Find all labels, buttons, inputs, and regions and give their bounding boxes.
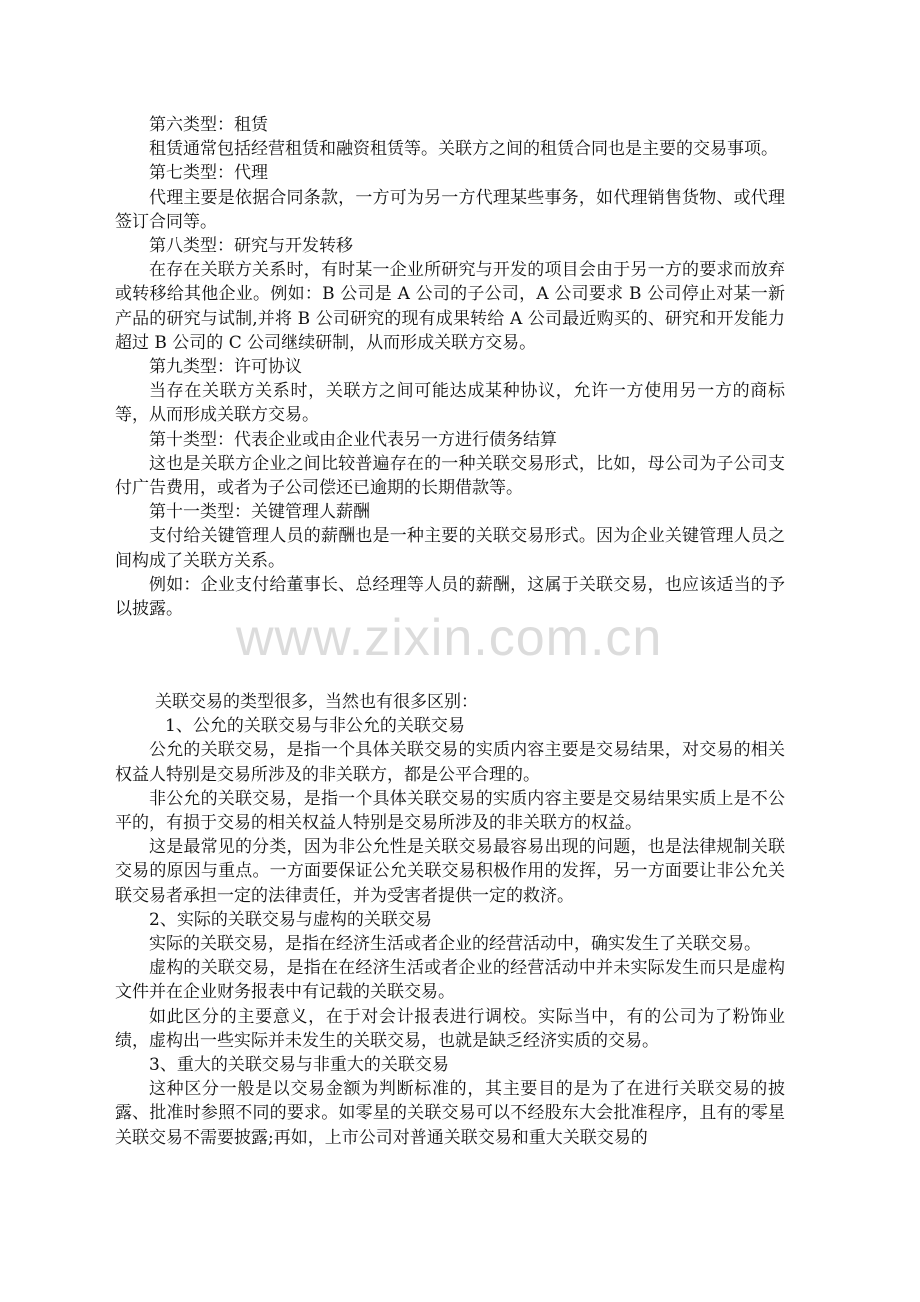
heading-fair-unfair: 1、公允的关联交易与非公允的关联交易	[165, 716, 465, 737]
paragraph-common-classification: 这是最常见的分类，因为非公允性是关联交易最容易出现的问题，也是法律规制关联交易的原因与重点。一方面要保证公允关联交易积极作用的发挥，另一方面要让非公允关联交易者承担一定的法律责任，并为受害者提供一定的救济。	[115, 837, 785, 906]
watermark-text: www.zixin.com.cn	[236, 609, 663, 667]
paragraph-actual: 实际的关联交易，是指在经济生活或者企业的经营活动中，确实发生了关联交易。	[149, 934, 761, 955]
heading-type-11: 第十一类型：关键管理人薪酬	[149, 502, 370, 523]
paragraph-major-minor: 这种区分一般是以交易金额为判断标准的，其主要目的是为了在进行关联交易的披露、批准时参照不同的要求。如零星的关联交易可以不经股东大会批准程序，且有的零星关联交易不需要披露;再如，上市公司对普通关联交易和重大关联交易的	[115, 1079, 785, 1148]
paragraph-unfair: 非公允的关联交易，是指一个具体关联交易的实质内容主要是交易结果实质上是不公平的，有损于交易的相关权益人特别是交易所涉及的非关联方的权益。	[115, 788, 785, 834]
paragraph-type-6: 租赁通常包括经营租赁和融资租赁等。关联方之间的租赁合同也是主要的交易事项。	[149, 139, 778, 160]
heading-type-10: 第十类型：代表企业或由企业代表另一方进行债务结算	[149, 429, 557, 450]
section-transaction-types	[115, 113, 785, 621]
heading-type-6: 第六类型：租赁	[149, 115, 268, 135]
paragraph-type-10: 这也是关联方企业之间比较普遍存在的一种关联交易形式，比如，母公司为子公司支付广告费用，或者为子公司偿还已逾期的长期借款等。	[115, 453, 785, 499]
section-transaction-distinctions	[115, 690, 785, 1150]
heading-type-8: 第八类型：研究与开发转移	[149, 236, 353, 257]
paragraph-fictitious: 虚构的关联交易，是指在在经济生活或者企业的经营活动中并未实际发生而只是虚构文件并在企业财务报表中有记载的关联交易。	[115, 958, 785, 1003]
heading-actual-fictitious: 2、实际的关联交易与虚构的关联交易	[149, 909, 432, 930]
paragraph-type-11: 支付给关键管理人员的薪酬也是一种主要的关联交易形式。因为企业关键管理人员之间构成了关联方关系。	[115, 526, 785, 571]
heading-major-minor: 3、重大的关联交易与非重大的关联交易	[149, 1055, 449, 1076]
paragraph-type-8: 在存在关联方关系时，有时某一企业所研究与开发的项目会由于另一方的要求而放弃或转移给其他企业。例如：B 公司是 A 公司的子公司，A 公司要求 B 公司停止对某一新产品的研究与试制,并将 B 公司研究的现有成果转给 A 公司最近购买的、研究和开发能力超过 B 公司的 C 公司继续研制，从而形成关联方交易。	[115, 260, 785, 353]
paragraph-fair: 公允的关联交易，是指一个具体关联交易的实质内容主要是交易结果，对交易的相关权益人特别是交易所涉及的非关联方，都是公平合理的。	[115, 740, 785, 785]
paragraph-type-7: 代理主要是依据合同条款，一方可为另一方代理某些事务，如代理销售货物、或代理签订合同等。	[115, 187, 785, 232]
intro-line: 关联交易的类型很多，当然也有很多区别：	[155, 692, 478, 712]
paragraph-type-11-example: 例如：企业支付给董事长、总经理等人员的薪酬，这属于关联交易，也应该适当的予以披露。	[115, 574, 785, 620]
heading-type-7: 第七类型：代理	[149, 163, 268, 184]
paragraph-significance: 如此区分的主要意义，在于对会计报表进行调校。实际当中，有的公司为了粉饰业绩，虚构出一些实际并未发生的关联交易，也就是缺乏经济实质的交易。	[115, 1006, 785, 1051]
paragraph-type-9: 当存在关联方关系时，关联方之间可能达成某种协议，允许一方使用另一方的商标等，从而形成关联方交易。	[115, 381, 785, 426]
heading-type-9: 第九类型：许可协议	[149, 357, 302, 378]
